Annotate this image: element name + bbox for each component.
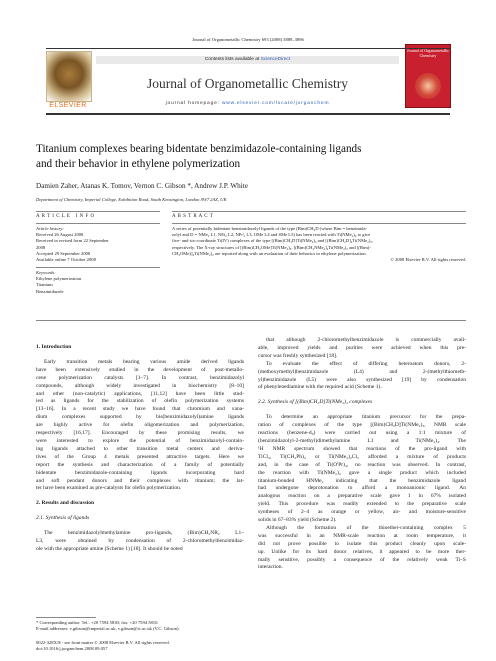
abstract-text [172, 226, 466, 263]
abstract-line: CH₂OMe)]₂Ti(NMe₂)₂ are reported along with an evaluation of their behavior in ethylene polymerization. [172, 250, 367, 256]
text-line: L3, were obtained by condensation of 2-chloromethylbenzimidaz- [36, 538, 244, 545]
footnote [36, 620, 248, 632]
text-line: and, in the case of Ti(OⁱPr)₄, no reaction was observed. In contrast, [258, 461, 466, 468]
subsection-heading-complexes: 2.2. Synthesis of [(Bim)CH₂D]Ti(NMe₂)₃ complexes [258, 399, 373, 406]
keywords-divider [36, 267, 160, 268]
text-line: mally sensitive, possibly a consequence of the relatively weak Ti–S [258, 556, 466, 563]
footnote-divider [36, 617, 96, 618]
info-divider-mid-left [36, 223, 160, 224]
complexes-paragraphs [258, 414, 466, 572]
sciencedirect-link[interactable]: ScienceDirect [260, 57, 291, 62]
text-line: ¹H NMR spectrum showed that reactions of the pro-ligand with [258, 445, 466, 452]
section-heading-results: 2. Results and discussion [36, 500, 95, 507]
right-intro-paragraphs [258, 337, 466, 392]
journal-cover [405, 44, 451, 108]
section-heading-introduction: 1. Introduction [36, 344, 72, 350]
article-title-line-2: and their behavior in ethylene polymerization [36, 157, 241, 170]
article-info-heading: A R T I C L E I N F O [36, 214, 95, 219]
text-line: syntheses of 2–4 as orange or yellow, air- and moisture-sensitive [258, 509, 466, 516]
author-list: Damien Zaher, Atanas K. Tomov, Vernon C. Gibson *, Andrew J.P. White [36, 182, 248, 190]
doi-line[interactable]: doi:10.1016/j.jorganchem.2008.09.057 [36, 646, 108, 652]
text-line: ration of complexes of the type [(Bim)CH₂D]Ti(NMe₂)₃, NMR scale [258, 422, 466, 429]
left-column [36, 344, 244, 554]
text-line: yl)benzimidazole (L5) were also synthesized [19] by condensation [258, 376, 466, 383]
text-line: ter have been examined as pre-catalysts for olefin polymerization. [36, 485, 182, 492]
text-line: respectively [16,17]. Encouraged by these promising results, we [36, 430, 244, 437]
article-title [36, 142, 466, 171]
text-line: (methoxymethyl)benzimidazole (L4) and 2-(methylthiometh- [258, 368, 466, 375]
abstract-divider-top [172, 211, 466, 212]
contents-prefix: Contents lists available at [204, 57, 261, 62]
journal-citation: Journal of Organometallic Chemistry 693 (2008) 3889–3896 [192, 37, 304, 42]
history-line: Received 26 August 2008 [36, 232, 84, 238]
text-line: the reaction with Ti(NMe₂)₄ gave a single product which included [258, 469, 466, 476]
text-line: analogous reaction on a preparative scale gave 1 in 67% isolated [258, 493, 466, 500]
text-line: are highly active for olefin oligomerization and polymerization, [36, 422, 244, 429]
text-line: Although the formation of the thioether-containing complex 5 [266, 524, 466, 531]
text-line: that although 2-chloromethylbenzimidazole is commercially avail- [266, 337, 466, 343]
text-line: titanium-bonded HNMe₂ indicating that the benzimidazole ligand [258, 477, 466, 484]
text-line: cursor was freshly synthesized [18]. [258, 352, 338, 359]
article-history [36, 226, 160, 263]
text-line: able, improved yields and purities were achieved when this pre- [258, 344, 466, 351]
contents-bar [96, 56, 399, 64]
text-line: bidentate benzimidazole-containing ligands incorporating hard [36, 469, 244, 476]
text-line: had undergone deprotonation to afford a monoanionic ligand. An [258, 485, 466, 492]
abstract-line: respectively. The X-ray structures of [(Bim)CH₂OMe]Ti(NMe₂)₃, [(Bim)CH₂NMe₂]₂Ti(NMe₂)₂ and [(Bim)- [172, 244, 371, 250]
keywords-label: Keywords: [36, 270, 56, 275]
text-line: ing ligands attached to other transition metal centers and deriva- [36, 445, 244, 452]
text-line: interaction. [258, 564, 283, 571]
text-line: compounds, although widely investigated in biochemistry [8–10] [36, 382, 244, 389]
text-line: To determine an appropriate titanium precursor for the prepa- [266, 414, 466, 421]
keyword: Ethylene polymerization [36, 276, 82, 282]
text-line: and soft pendant donors and their complexes with titanium; the lat- [36, 477, 244, 484]
text-line: solids in 67–83% yield (Scheme 2). [258, 517, 337, 524]
journal-title: Journal of Organometallic Chemistry [146, 76, 349, 91]
keyword: Titanium [36, 282, 53, 288]
text-line: have been extensively studied in the development of post-metallo- [36, 366, 244, 373]
affiliation: Department of Chemistry, Imperial College, Exhibition Road, South Kensington, London SW7 2AZ, UK [36, 197, 227, 202]
text-line: (benzimidazolyl-2-methyl)dimethylamine L1 and Ti(NMe₂)₄. The [258, 437, 466, 444]
text-line: TiCl₄, Ti(CH₂Ph)₄ or Ti(NMe₂)₂Cl₂ afforded a mixture of products [258, 453, 466, 460]
text-line: of phenylenediamine with the required acid (Scheme 1). [258, 384, 382, 391]
abstract-line: five- and six-coordinate Ti(IV) complexes of the type [(Bim)CH₂D]Ti(NMe₂)₃ and [(Bim)CH₂D]₂Ti(NMe₂)₂, [172, 238, 374, 244]
text-line: dium complexes supported by bis(benzimidazolyl)amine ligands [36, 414, 244, 421]
abstract-line: A series of potentially bidentate benzimidazolyl ligands of the type (Bim)CH₂D (where Bim = benzimida- [172, 226, 368, 231]
keywords [36, 270, 160, 295]
history-line: Available online 7 October 2008 [36, 257, 96, 263]
subsection-heading-ligands: 2.1. Synthesis of ligands [36, 515, 90, 522]
text-line: report the synthesis and characterization of a family of potentially [36, 461, 244, 468]
text-line: Early transition metals bearing various amide derived ligands [44, 358, 244, 365]
abstract-divider-mid [172, 223, 466, 224]
abstract-copyright: © 2008 Elsevier B.V. All rights reserved. [390, 257, 466, 263]
text-line: yield. This procedure was readily extended to the preparative scale [258, 501, 466, 508]
text-line: [13–16]. In a recent study we have found that chromium and vana- [36, 406, 244, 413]
text-line: and other (non-catalytic) applications, [11,12] have been little stud- [36, 390, 244, 397]
footnote-line: E-mail addresses: v.gibson@imperial.ac.uk, v.gibson@ic.ac.uk (V.C. Gibson). [36, 626, 180, 632]
ligands-paragraph [36, 530, 244, 554]
text-line: reactions (benzene-d₆) were carried out using a 1:1 mixture of [258, 430, 466, 437]
text-line: were interested to explore the potential of benzimidazolyl-contain- [36, 437, 244, 444]
header-divider-top [46, 48, 450, 49]
abstract-line: zolyl and D = NMe₂ L1, NEt₂ L2, NPrⁱ₂ L3, OMe L4 and SMe L5) has been reacted with Ti(NMe₂)₄ to give [172, 232, 371, 238]
cover-title: Journal of Organometallic Chemistry [407, 48, 449, 58]
text-line: did not prove possible to isolate this product cleanly upon scale- [258, 540, 466, 547]
cover-molecule-image [415, 73, 441, 99]
history-line: 2008 [36, 244, 46, 250]
homepage-link[interactable]: www.elsevier.com/locate/jorganchem [221, 101, 330, 106]
article-title-line-1: Titanium complexes bearing bidentate benzimidazole-containing ligands [36, 143, 362, 155]
text-line: was successful in an NMR-scale reaction at room temperature, it [258, 532, 466, 539]
issn-doi [36, 640, 248, 652]
issn-line: 0022-328X/$ - see front matter © 2008 Elsevier B.V. All rights reserved. [36, 640, 170, 645]
intro-paragraph [36, 359, 244, 493]
history-line: Received in revised form 22 September [36, 238, 109, 244]
abstract-heading: A B S T R A C T [172, 214, 214, 219]
text-line: up. Unlike for its hard donor relatives, it appeared to be more ther- [258, 548, 466, 555]
text-line: tives of the Group 4 metals presented attractive targets. Here we [36, 453, 244, 460]
text-line: ole with the appropriate amine (Scheme 1) [18]. It should be noted [36, 545, 183, 552]
header-divider-bottom [46, 113, 450, 115]
keyword: Benzimidazole [36, 288, 64, 294]
text-line: To evaluate the effect of differing heteroatom donors, 2- [266, 360, 466, 367]
right-column [258, 337, 466, 572]
abstract-divider-bottom [36, 320, 466, 321]
homepage-line [96, 101, 399, 106]
homepage-prefix: journal homepage: [165, 101, 222, 106]
elsevier-tree-logo [46, 51, 92, 102]
info-divider-top-left [36, 211, 160, 212]
history-label: Article history: [36, 226, 64, 231]
footnote-line: * Corresponding author. Tel.: +20 7594 5830; fax: +20 7594 5810. [36, 620, 159, 625]
text-line: ied as ligands for the stabilization of olefin polymerization systems [36, 398, 244, 405]
text-line: cene polymerization catalysts [1–7]. In contrast, benzimidazolyl [36, 374, 244, 381]
history-line: Accepted 29 September 2008 [36, 250, 91, 256]
text-line: The benzimidazolylmethylamine pro-ligands, (Bim)CH₂NR₂ L1– [44, 530, 244, 537]
publisher-name: ELSEVIER [49, 102, 87, 109]
